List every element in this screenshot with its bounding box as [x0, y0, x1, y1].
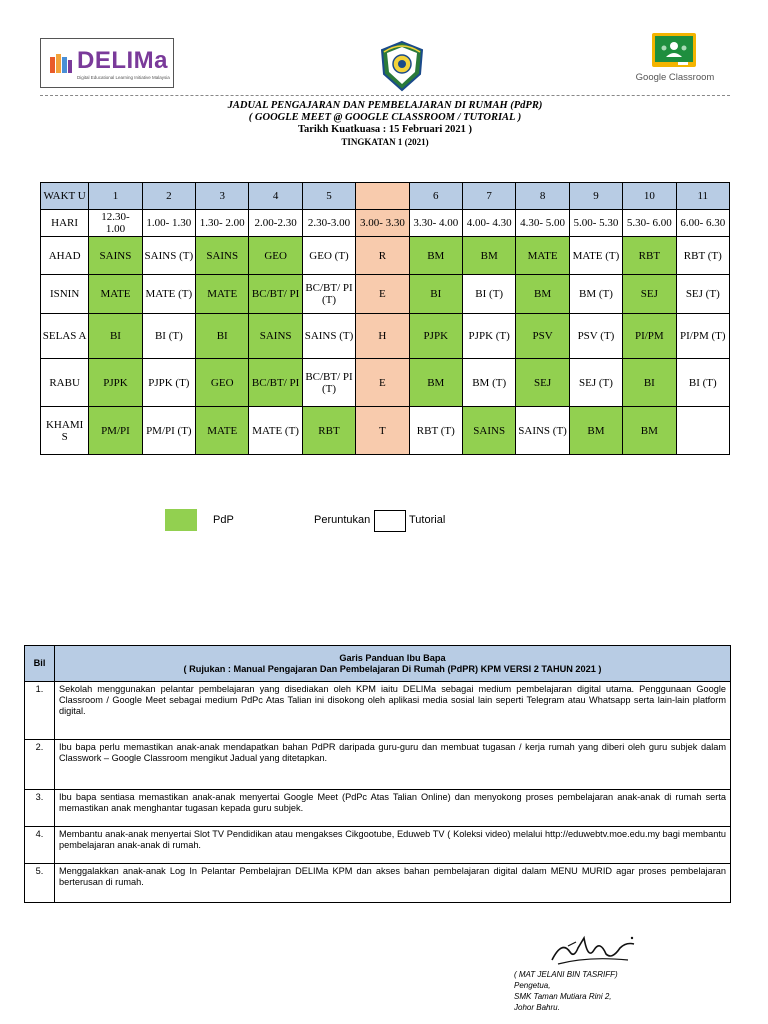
- time-cell: 1.00- 1.30: [142, 210, 195, 237]
- subject-cell: PM/PI (T): [142, 407, 195, 455]
- subject-cell: BC/BT/ PI: [249, 275, 302, 314]
- time-cell: 4.30- 5.00: [516, 210, 569, 237]
- subject-cell: BM: [623, 407, 676, 455]
- signatory-school: SMK Taman Mutiara Rini 2,: [514, 992, 612, 1001]
- time-cell: 2.30-3.00: [302, 210, 355, 237]
- timetable-row-ahad: [41, 237, 730, 275]
- rehat-cell: H: [356, 314, 409, 359]
- subject-cell: SAINS: [462, 407, 515, 455]
- guideline-number: 5.: [25, 864, 55, 903]
- title-line-1: JADUAL PENGAJARAN DAN PEMBELAJARAN DI RUMAH (PdPR): [227, 100, 543, 111]
- subject-cell: RBT: [302, 407, 355, 455]
- time-cell: 2.00-2.30: [249, 210, 302, 237]
- subject-cell: MATE (T): [569, 237, 622, 275]
- timetable-header-row: [41, 183, 730, 210]
- school-crest-icon: [378, 40, 426, 92]
- header-cell: 1: [89, 183, 142, 210]
- header-cell: 10: [623, 183, 676, 210]
- subject-cell: BI: [409, 275, 462, 314]
- subject-cell: BM (T): [462, 359, 515, 407]
- guideline-text: Membantu anak-anak menyertai Slot TV Pendidikan atau mengakses Cikgootube, Eduweb TV ( Koleksi video) melalui http://eduwebtv.moe.edu.my bagi membantu pembelajaran anak-anak di rumah.: [55, 827, 731, 864]
- header-cell: [356, 183, 409, 210]
- delima-logo-tagline: Digital Educational Learning Initiative Malaysia: [77, 75, 170, 80]
- subject-cell: PSV: [516, 314, 569, 359]
- time-cell: 6.00- 6.30: [676, 210, 729, 237]
- subject-cell: SAINS (T): [302, 314, 355, 359]
- subject-cell: BI (T): [462, 275, 515, 314]
- time-cell: 3.30- 4.00: [409, 210, 462, 237]
- subject-cell: [676, 407, 729, 455]
- subject-cell: PI/PM (T): [676, 314, 729, 359]
- subject-cell: SAINS: [89, 237, 142, 275]
- guideline-row: [25, 790, 731, 827]
- signature-image: [548, 930, 638, 970]
- header-cell: 4: [249, 183, 302, 210]
- header-divider: [40, 95, 730, 96]
- delima-logo-text: DELIMa: [77, 47, 169, 74]
- time-cell: 5.30- 6.00: [623, 210, 676, 237]
- subject-cell: BC/BT/ PI: [249, 359, 302, 407]
- subject-cell: MATE (T): [142, 275, 195, 314]
- header-cell: 8: [516, 183, 569, 210]
- title-line-3: Tarikh Kuatkuasa : 15 Februari 2021 ): [297, 124, 473, 135]
- time-cell: HARI: [41, 210, 89, 237]
- subject-cell: SAINS: [249, 314, 302, 359]
- guideline-number: 4.: [25, 827, 55, 864]
- guidelines-header-row: [25, 646, 731, 682]
- subject-cell: MATE: [196, 275, 249, 314]
- subject-cell: BM: [516, 275, 569, 314]
- google-classroom-label: Google Classroom: [635, 72, 715, 83]
- day-cell: ISNIN: [41, 275, 89, 314]
- subject-cell: BC/BT/ PI (T): [302, 359, 355, 407]
- guideline-text: Menggalakkan anak-anak Log In Pelantar Pembelajran DELIMa KPM dan akses bahan pembelajaran digital dalam MENU MURID agar proses pembelajaran berterusan di rumah.: [55, 864, 731, 903]
- signatory-name: ( MAT JELANI BIN TASRIFF): [514, 970, 618, 979]
- timetable-row-selasa: [41, 314, 730, 359]
- subject-cell: PJPK: [89, 359, 142, 407]
- legend-peruntukan-label: Peruntukan: [314, 514, 371, 526]
- subject-cell: SEJ (T): [569, 359, 622, 407]
- guideline-number: 3.: [25, 790, 55, 827]
- legend-pdp-label: PdP: [213, 514, 234, 526]
- guideline-text: Ibu bapa perlu memastikan anak-anak mendapatkan bahan PdPR daripada guru-guru dan membuat tugasan / kerja rumah yang diberi oleh guru subjek dalam Classwork – Google Classroom mengikut Jadual yang ditetapkan.: [55, 740, 731, 790]
- subject-cell: GEO (T): [302, 237, 355, 275]
- guidelines-heading-line-1: Garis Panduan Ibu Bapa: [339, 652, 446, 663]
- subject-cell: RBT (T): [676, 237, 729, 275]
- timetable-row-isnin: [41, 275, 730, 314]
- guideline-number: 2.: [25, 740, 55, 790]
- header-cell: 7: [462, 183, 515, 210]
- subject-cell: PJPK (T): [462, 314, 515, 359]
- title-line-4: TINGKATAN 1 (2021): [341, 137, 429, 147]
- subject-cell: RBT (T): [409, 407, 462, 455]
- rehat-cell: T: [356, 407, 409, 455]
- subject-cell: MATE: [89, 275, 142, 314]
- day-cell: RABU: [41, 359, 89, 407]
- header-cell: 6: [409, 183, 462, 210]
- subject-cell: SAINS (T): [142, 237, 195, 275]
- subject-cell: PJPK: [409, 314, 462, 359]
- google-classroom-logo: [620, 30, 730, 86]
- subject-cell: PM/PI: [89, 407, 142, 455]
- delima-logo: [40, 38, 174, 88]
- time-cell: 5.00- 5.30: [569, 210, 622, 237]
- document-title: [40, 100, 730, 148]
- subject-cell: SAINS: [196, 237, 249, 275]
- subject-cell: BM: [462, 237, 515, 275]
- subject-cell: PJPK (T): [142, 359, 195, 407]
- guideline-row: [25, 864, 731, 903]
- rehat-cell: R: [356, 237, 409, 275]
- subject-cell: BI: [196, 314, 249, 359]
- guidelines-heading: [55, 646, 731, 682]
- subject-cell: GEO: [196, 359, 249, 407]
- header-cell: 3: [196, 183, 249, 210]
- guideline-number: 1.: [25, 682, 55, 740]
- subject-cell: GEO: [249, 237, 302, 275]
- signatory-position: Pengetua,: [514, 981, 551, 990]
- timetable: [40, 182, 730, 455]
- subject-cell: BM (T): [569, 275, 622, 314]
- guideline-row: [25, 682, 731, 740]
- timetable-row-rabu: [41, 359, 730, 407]
- guidelines-heading-line-2: ( Rujukan : Manual Pengajaran Dan Pembelajaran Di Rumah (PdPR) KPM VERSI 2 TAHUN 2021 ): [183, 663, 602, 674]
- time-cell: 12.30- 1.00: [89, 210, 142, 237]
- legend-tutorial-label: Tutorial: [409, 514, 446, 526]
- subject-cell: BM: [569, 407, 622, 455]
- legend-tutorial-swatch: [374, 510, 406, 532]
- google-classroom-icon: [652, 33, 696, 67]
- guideline-row: [25, 827, 731, 864]
- timetable-row-khamis: [41, 407, 730, 455]
- subject-cell: SAINS (T): [516, 407, 569, 455]
- subject-cell: BM: [409, 237, 462, 275]
- header-cell: 9: [569, 183, 622, 210]
- guideline-text: Sekolah menggunakan pelantar pembelajaran yang disediakan oleh KPM iaitu DELIMa sebagai medium pembelajaran digital utama. Penggunaan Google Classroom / Google Meet sebagai medium PdPc Atas Talian ini disokong oleh aplikasi media sosial lain seperti Telegram atau Whatsapp serta lain-lain platform digital.: [55, 682, 731, 740]
- subject-cell: RBT: [623, 237, 676, 275]
- title-line-2: ( GOOGLE MEET @ GOOGLE CLASSROOM / TUTORIAL ): [248, 112, 522, 123]
- signature-block: [514, 969, 618, 1013]
- subject-cell: PI/PM: [623, 314, 676, 359]
- day-cell: AHAD: [41, 237, 89, 275]
- time-cell: 1.30- 2.00: [196, 210, 249, 237]
- subject-cell: SEJ (T): [676, 275, 729, 314]
- subject-cell: BI: [623, 359, 676, 407]
- subject-cell: PSV (T): [569, 314, 622, 359]
- subject-cell: BI (T): [676, 359, 729, 407]
- time-cell: 3.00- 3.30: [356, 210, 409, 237]
- subject-cell: BI (T): [142, 314, 195, 359]
- subject-cell: BC/BT/ PI (T): [302, 275, 355, 314]
- delima-logo-icon: [49, 51, 73, 75]
- time-cell: 4.00- 4.30: [462, 210, 515, 237]
- subject-cell: MATE (T): [249, 407, 302, 455]
- header-cell: 2: [142, 183, 195, 210]
- subject-cell: BM: [409, 359, 462, 407]
- rehat-cell: E: [356, 359, 409, 407]
- subject-cell: MATE: [516, 237, 569, 275]
- guideline-text: Ibu bapa sentiasa memastikan anak-anak menyertai Google Meet (PdPc Atas Talian Online) dan menyokong proses pembelajaran anak-anak di rumah serta memastikan anak menghantar tugasan kepada guru subjek.: [55, 790, 731, 827]
- subject-cell: SEJ: [623, 275, 676, 314]
- guidelines-table: [24, 645, 731, 903]
- subject-cell: MATE: [196, 407, 249, 455]
- legend-pdp-swatch: [165, 509, 197, 531]
- header-cell: 5: [302, 183, 355, 210]
- header-cell: 11: [676, 183, 729, 210]
- day-cell: SELAS A: [41, 314, 89, 359]
- subject-cell: BI: [89, 314, 142, 359]
- day-cell: KHAMI S: [41, 407, 89, 455]
- bil-header: Bil: [25, 646, 55, 682]
- guideline-row: [25, 740, 731, 790]
- timetable-time-row: [41, 210, 730, 237]
- subject-cell: SEJ: [516, 359, 569, 407]
- signatory-city: Johor Bahru.: [514, 1003, 560, 1012]
- header-cell: WAKT U: [41, 183, 89, 210]
- rehat-cell: E: [356, 275, 409, 314]
